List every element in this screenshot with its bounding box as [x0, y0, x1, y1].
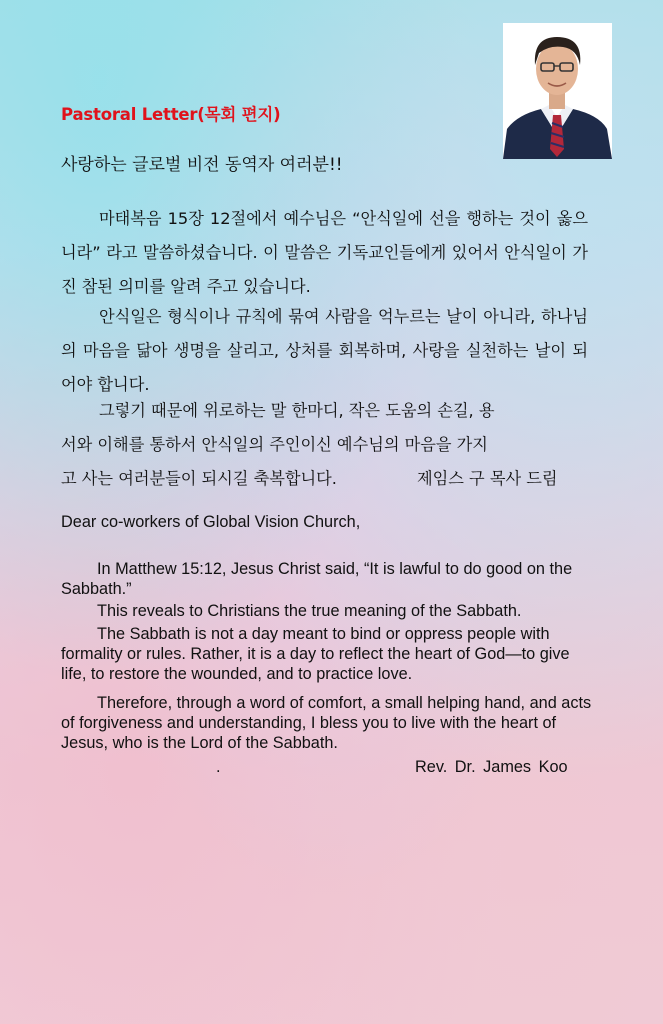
korean-paragraph-3-line-1: 그렇기 때문에 위로하는 말 한마디, 작은 도움의 손길, 용 [99, 401, 495, 420]
signature-dot: . [216, 758, 221, 776]
korean-paragraph-3-line-2: 서와 이해를 통하서 안식일의 주인이신 예수님의 마음을 가지 [61, 435, 488, 454]
english-paragraph-3: The Sabbath is not a day meant to bind or oppress people with formality or rules. Rather, it is a day to reflect the heart of God—to give life, to restore the wounded, and to practice love. [61, 625, 570, 683]
korean-paragraph-3-line-3: 고 사는 여러분들이 되시길 축복합니다. [61, 469, 337, 488]
english-signature: Rev. Dr. James Koo [415, 758, 568, 776]
korean-paragraph-1: 마태복음 15장 12절에서 예수님은 “안식일에 선을 행하는 것이 옳으니라” 라고 말씀하셨습니다. 이 말씀은 기독교인들에게 있어서 안식일이 가진 참된 의미를 알려 주고 있습니다. [61, 209, 588, 296]
page-title: Pastoral Letter(목회 편지) [61, 105, 281, 124]
pastor-photo [503, 23, 612, 159]
english-paragraph-1: In Matthew 15:12, Jesus Christ said, “It is lawful to do good on the Sabbath.” [61, 560, 573, 598]
english-paragraph-4: Therefore, through a word of comfort, a small helping hand, and acts of forgiveness and understanding, I bless you to live with the heart of Jesus, who is the Lord of the Sabbath. [61, 694, 592, 752]
english-greeting: Dear co-workers of Global Vision Church, [61, 513, 361, 531]
korean-signature: 제임스 구 목사 드림 [417, 469, 558, 488]
korean-paragraph-2: 안식일은 형식이나 규칙에 묶여 사람을 억누르는 날이 아니라, 하나님의 마음을 닮아 생명을 살리고, 상처를 회복하며, 사랑을 실천하는 날이 되어야 합니다. [61, 307, 588, 394]
korean-greeting: 사랑하는 글로벌 비전 동역자 여러분!! [61, 155, 343, 175]
english-paragraph-2: This reveals to Christians the true meaning of the Sabbath. [97, 602, 522, 620]
